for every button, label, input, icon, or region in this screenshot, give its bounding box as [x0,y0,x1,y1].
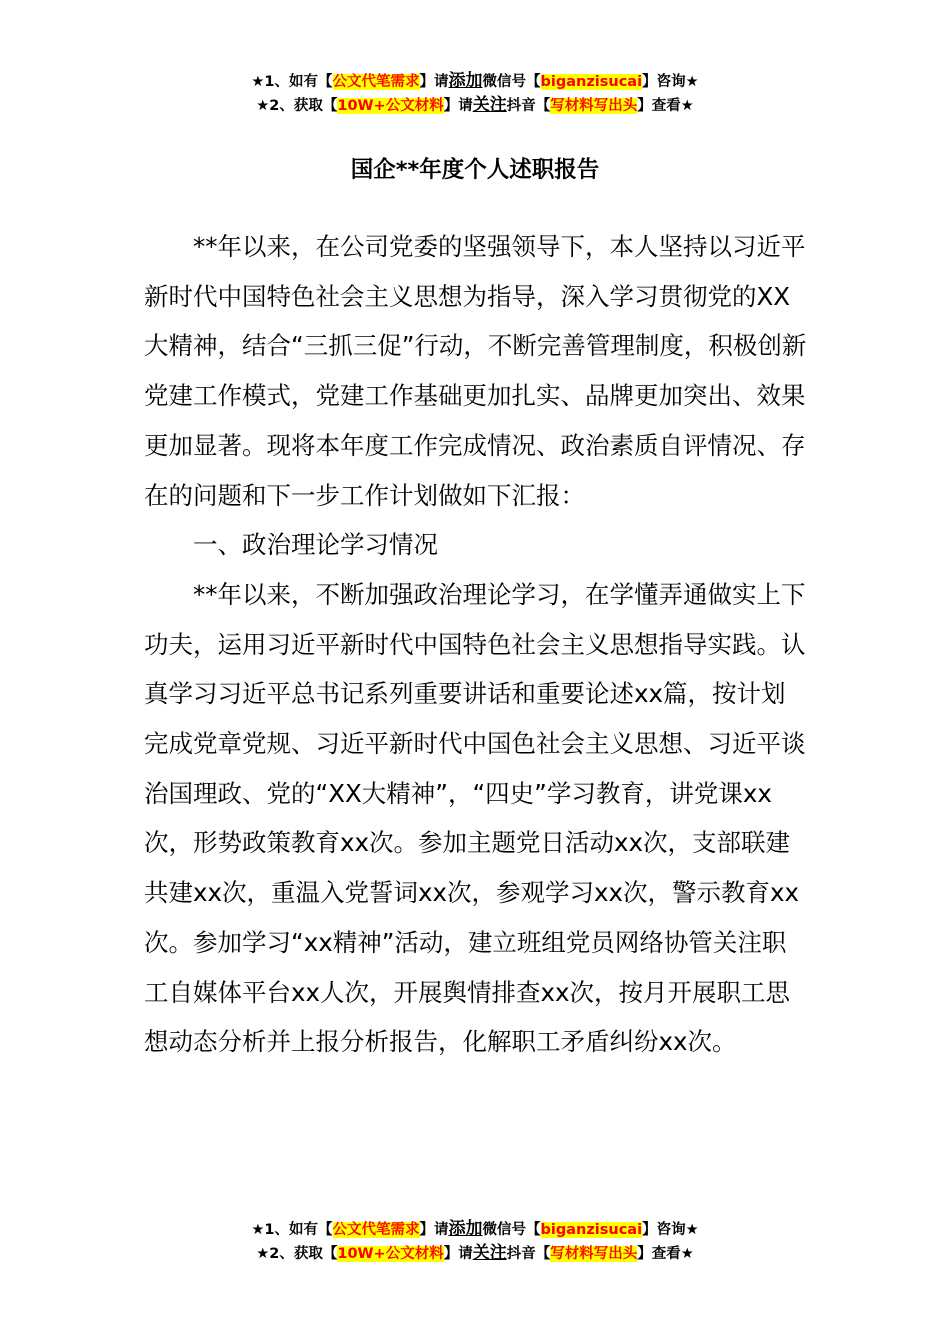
paragraph-intro: **年以来，在公司党委的坚强领导下，本人坚持以习近平新时代中国特色社会主义思想为指导，深入学习贯彻党的XX大精神，结合“三抓三促”行动，不断完善管理制度，积极创新党建工作模式，党建工作基础更加扎实、品牌更加突出、效果更加显著。现将本年度工作完成情况、政治素质自评情况、存在的问题和下一步工作计划做如下汇报： [144,232,807,510]
ad-highlight-service: 公文代笔需求 [332,74,420,90]
ad-text: ★1、如有【 [251,74,333,90]
section-heading-1: 一、政治理论学习情况 [193,530,438,560]
ad-text: ★1、如有【 [251,1222,333,1238]
ad-text: 】请 [443,1246,473,1262]
ad-highlight-douyin-account: 写材料写出头 [550,98,638,114]
ad-text: 抖音【 [506,98,551,114]
ad-text: 】查看★ [637,1246,694,1262]
ad-emphasis: 添加 [448,71,483,91]
ad-emphasis: 关注 [472,1243,507,1263]
header-ad-banner [0,70,950,118]
footer-ad-line-1 [0,1218,950,1242]
ad-emphasis: 关注 [472,95,507,115]
ad-highlight-service: 公文代笔需求 [332,1222,420,1238]
ad-text: 】咨询★ [642,1222,699,1238]
ad-text: 】请 [419,74,449,90]
ad-text: ★2、获取【 [256,98,338,114]
paragraph-section-1: **年以来，不断加强政治理论学习，在学懂弄通做实上下功夫，运用习近平新时代中国特色社会主义思想指导实践。认真学习习近平总书记系列重要讲话和重要论述xx篇，按计划完成党章党规、习近平新时代中国色社会主义思想、习近平谈治国理政、党的“XX大精神”，“四史”学习教育，讲党课xx次，形势政策教育xx次。参加主题党日活动xx次，支部联建共建xx次，重温入党誓词xx次，参观学习xx次，警示教育xx次。参加学习“xx精神”活动，建立班组党员网络协管关注职工自媒体平台xx人次，开展舆情排查xx次，按月开展职工思想动态分析并上报分析报告，化解职工矛盾纠纷xx次。 [144,579,806,1057]
ad-text: 】咨询★ [642,74,699,90]
ad-text: 】查看★ [637,98,694,114]
ad-text: ★2、获取【 [256,1246,338,1262]
header-ad-line-2 [0,94,950,118]
ad-text: 微信号【 [482,1222,541,1238]
ad-highlight-wechat-id: biganzisucai [540,1222,643,1238]
ad-text: 】请 [419,1222,449,1238]
header-ad-line-1 [0,70,950,94]
footer-ad-line-2 [0,1242,950,1266]
ad-text: 】请 [443,98,473,114]
ad-highlight-douyin-account: 写材料写出头 [550,1246,638,1262]
ad-text: 抖音【 [506,1246,551,1262]
footer-ad-banner [0,1218,950,1266]
ad-highlight-materials: 10W+公文材料 [337,98,444,114]
ad-highlight-wechat-id: biganzisucai [540,74,643,90]
document-title: 国企**年度个人述职报告 [350,157,600,183]
document-body [144,222,808,1067]
ad-highlight-materials: 10W+公文材料 [337,1246,444,1262]
ad-text: 微信号【 [482,74,541,90]
ad-emphasis: 添加 [448,1219,483,1239]
